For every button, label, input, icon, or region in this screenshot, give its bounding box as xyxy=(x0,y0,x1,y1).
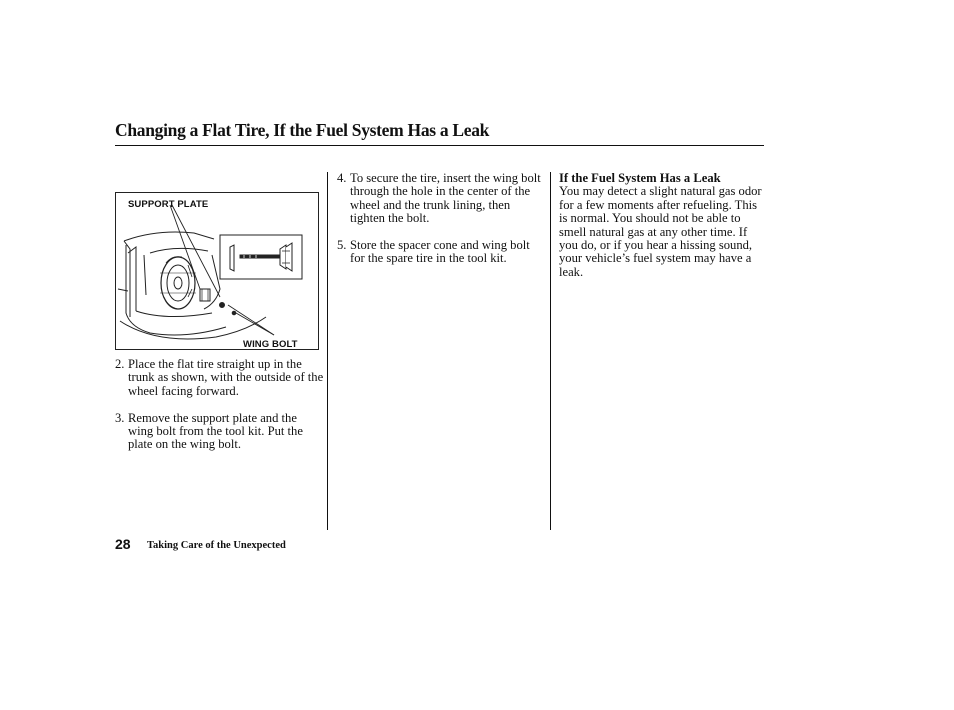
list-item xyxy=(115,412,325,452)
wing-bolt-label: WING BOLT xyxy=(243,339,298,350)
step-text: To secure the tire, insert the wing bolt through the hole in the center of the wheel and the trunk lining, then tighten the bolt. xyxy=(350,171,541,226)
trunk-drawing-icon xyxy=(116,193,319,350)
step-number: 5. xyxy=(337,238,347,253)
trunk-illustration xyxy=(115,192,319,350)
step-text: Store the spacer cone and wing bolt for the spare tire in the tool kit. xyxy=(350,238,530,266)
left-column-steps xyxy=(115,358,325,465)
support-plate-label: SUPPORT PLATE xyxy=(128,199,209,210)
step-number: 3. xyxy=(115,410,125,425)
column-divider-right xyxy=(550,172,551,530)
section-body: You may detect a slight natural gas odor for a few moments after refueling. This is normal. You should not be able to smell natural gas at any other time. If you do, or if you hear a hissing sound, your vehicle’s fuel system may have a leak. xyxy=(559,184,762,279)
step-text: Remove the support plate and the wing bolt from the tool kit. Put the plate on the wing bolt. xyxy=(128,410,303,452)
column-divider-left xyxy=(327,172,328,530)
page-title: Changing a Flat Tire, If the Fuel System Has a Leak xyxy=(115,120,490,140)
footer-section-title: Taking Care of the Unexpected xyxy=(147,540,286,551)
list-item xyxy=(115,358,325,398)
title-divider xyxy=(115,145,764,146)
middle-column-steps xyxy=(337,172,543,279)
list-item xyxy=(337,172,543,226)
fuel-leak-section xyxy=(559,172,765,279)
step-number: 2. xyxy=(115,357,125,371)
step-text: Place the flat tire straight up in the trunk as shown, with the outside of the wheel facing forward. xyxy=(128,357,324,398)
section-heading: If the Fuel System Has a Leak xyxy=(559,171,721,185)
step-number: 4. xyxy=(337,171,347,185)
page-number: 28 xyxy=(115,536,131,552)
list-item xyxy=(337,239,543,266)
